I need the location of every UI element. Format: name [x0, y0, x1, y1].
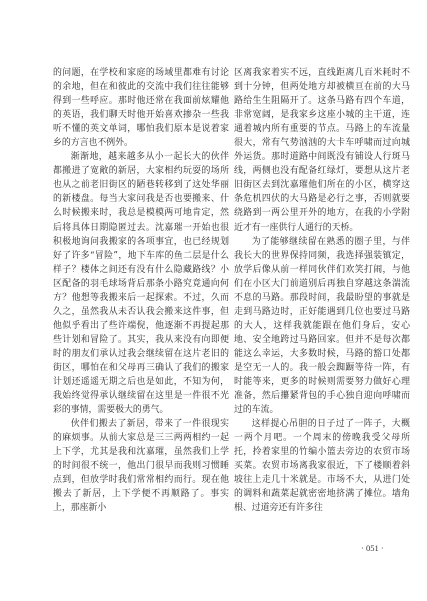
left-text-column — [53, 66, 229, 516]
paragraph-5: 为了能够继续留在熟悉的圈子里，与伴我长大的世界保持同频，我选择强装镇定，放学后像从前一样同伙伴们欢笑打闹，与他们在小区大门前道别后再独自穿越这条湍流不息的马路。那段时间，我最盼望的事就是走到马路边时，正好能遇到几位也要过马路的大人，这样我就能跟在他们身后，安心地、安全地跨过马路回家。但并不是每次都能这么幸运，大多数时候，马路的豁口处都是空无一人的。我一般会踟蹰等待一阵，有时能等来，更多的时候则需要努力做好心理准备，然后攥紧背包的手心独自迎向呼啸而过的车流。 — [234, 236, 410, 416]
paragraph-6: 这样提心吊胆的日子过了一阵子，大概一两个月吧。一个周末的傍晚我受父母所托，拎着家里的竹编小篮去旁边的农贸市场买菜。农贸市场离我家很近，下了楼顺着斜坡往上走几十米就是。市场不大，从进门处的调料和蔬菜起就密密地挤满了摊位。墙角根、过道旁还有许多往 — [234, 419, 410, 514]
page-number: · 051 · — [361, 543, 384, 553]
paragraph-4: 区离我家着实不远，直线距离几百米耗时不到十分钟，但两处地方却被横亘在前的大马路给生生阻隔开了。这条马路有四个车道，非常宽阔，是我家乡这座小城的主干道，连通着城内所有重要的节点。马路上的车流量很大，常有气势汹汹的大卡车呼啸而过向城外运货。那时道路中间既没有铺设人行斑马线，两侧也没有配备红绿灯，要想从这片老旧街区去到沈嘉璀他们所在的小区，横穿这条危机四伏的大马路是必行之事，否则就要绕路到一两公里开外的地方，在我的小学附近才有一座供行人通行的天桥。 — [234, 68, 410, 233]
paragraph-2: 渐渐地，越来越多从小一起长大的伙伴都搬进了宽敞的新居，大家相约玩耍的场所也从之前老旧街区的陋巷转移到了这处华丽的新楼盘。每当大家问我是否也要搬来、什么时候搬来时，我总是模模两可地肯定，然后将具体日期隐匿过去。沈嘉璀一开始也很积极地询问我搬家的各项事宜，也已经规划好了许多“冒险”，地下车库的鱼二层是什么样子？楼体之间还有没有什么隐藏路线？小区配备的羽毛球场背后那条小路究竟通向何方？他想等我搬来后一起探索。不过，久而久之，虽然我从未否认我会搬来这件事，但他似乎看出了些许端倪，他逐渐不再提起那些计划和冒险了。其实，我从来没有向即便时的朋友们承认过我会继续留在这片老旧的街区，哪怕在和父母再三确认了我们的搬家计划还遥遥无期之后也是如此，不知为何，我始终觉得承认继续留在这里是一件很不光彩的事情，需要极大的勇气。 — [53, 152, 229, 416]
paragraph-3: 伙伴们搬去了新居，带来了一件很现实的麻烦事。从前大家总是三三两两相约一起上下学，尤其是我和沈嘉璀，虽然我们上学的时间很不统一，他出门很早而我则习惯睡点到，但放学时我们常常相约而行。现在他搬去了新居，上下学便不再顺路了。事实上，那座新小 — [53, 419, 229, 514]
right-text-column — [234, 66, 410, 516]
paragraph-1: 的问题，在学校和家庭的场域里都难有讨论的余地，但在和彼此的交流中我们往往能够得到一些呼应。那时他还常在我面前炫耀他的英语，我们聊天时他开始喜欢掺杂一些我听不懂的英文单词，哪怕我们原本是说着家乡的方言也不例外。 — [53, 68, 229, 149]
